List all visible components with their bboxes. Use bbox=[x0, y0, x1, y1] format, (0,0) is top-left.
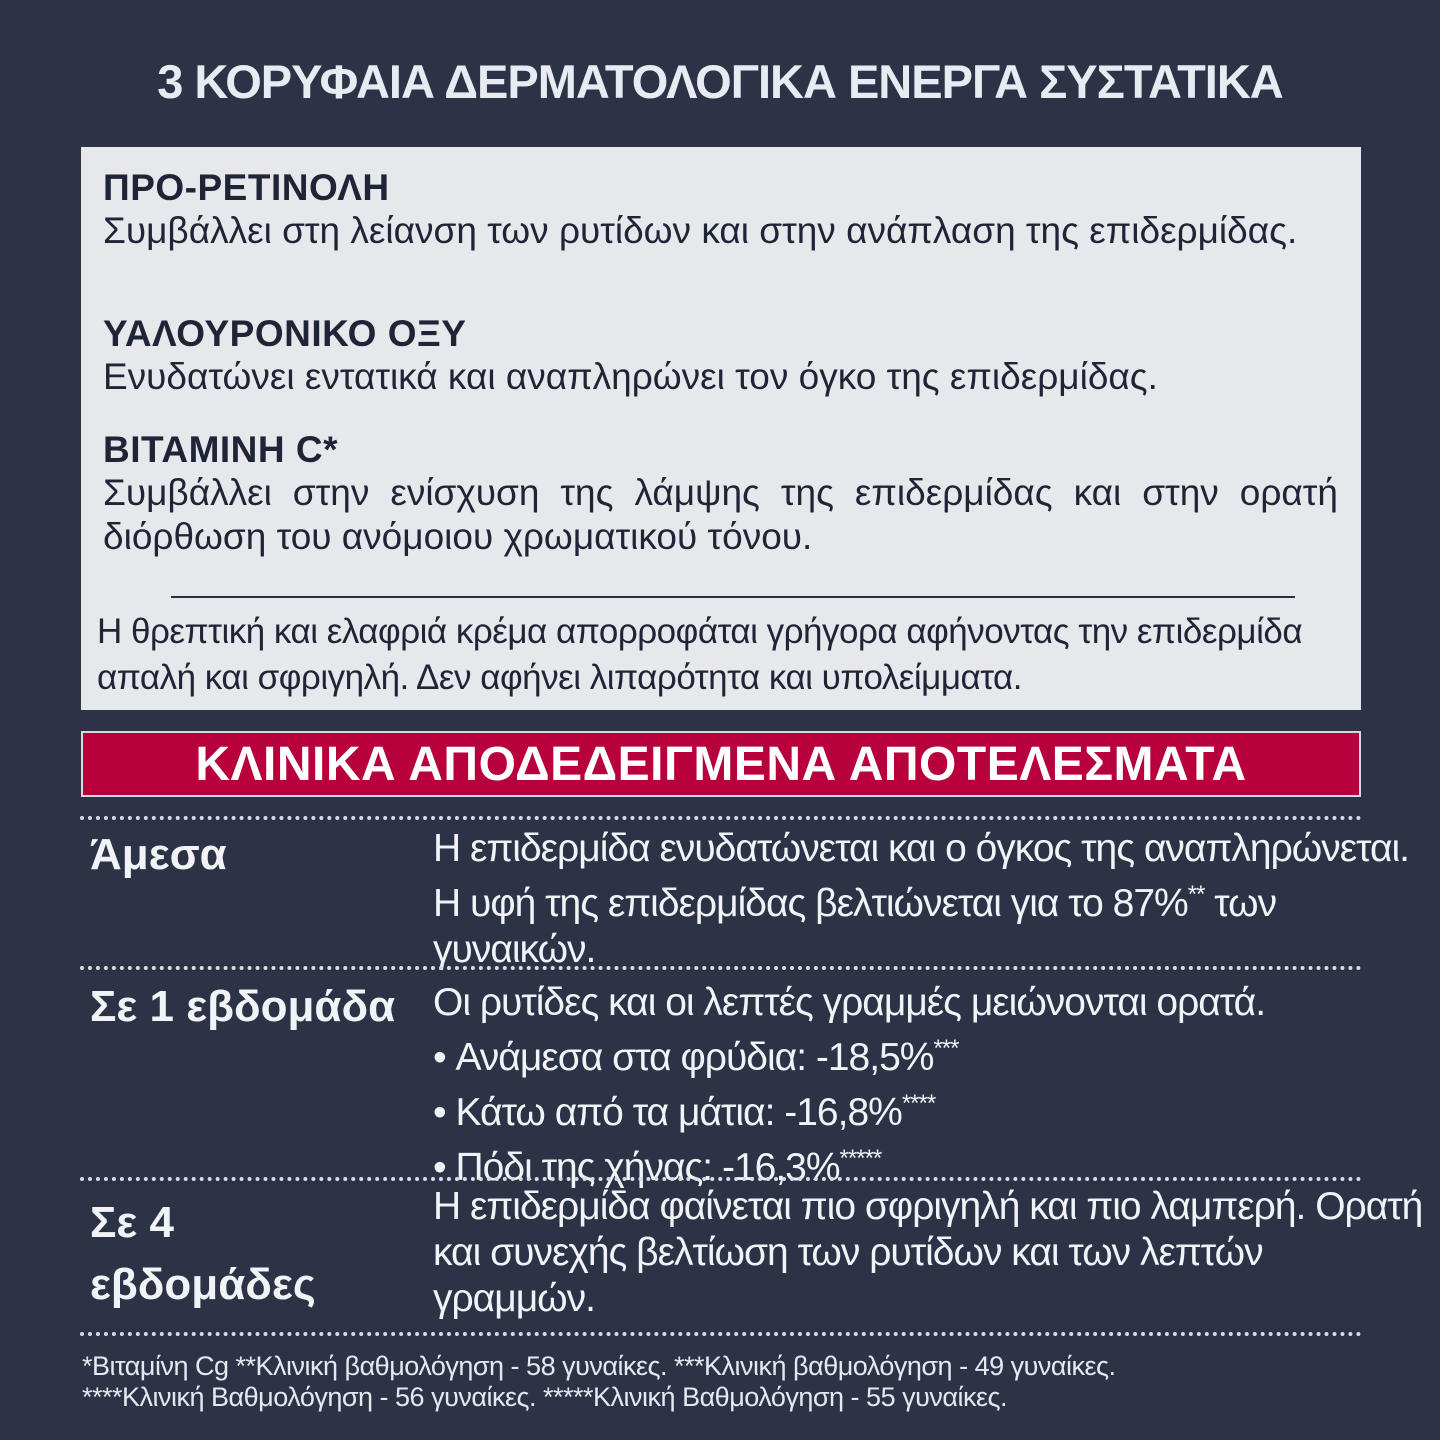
bullet-text: Κάτω από τα μάτια: -16,8% bbox=[455, 1091, 902, 1134]
result-label-immediate: Άμεσα bbox=[90, 830, 227, 879]
result-text: Οι ρυτίδες και οι λεπτές γραμμές μειώνονται ορατά. bbox=[433, 981, 1266, 1024]
ingredient-description: Συμβάλλει στην ενίσχυση της λάμψης της επιδερμίδας και στην ορατή διόρθωση του ανόμοιου χρωματικού τόνου. bbox=[103, 472, 1338, 557]
ingredients-panel bbox=[81, 147, 1361, 710]
ingredient-description: Συμβάλλει στη λείανση των ρυτίδων και στην ανάπλαση της επιδερμίδας. bbox=[103, 210, 1298, 251]
footnote-marker: ** bbox=[1187, 881, 1205, 908]
result-text-1-week bbox=[433, 980, 1433, 1191]
footnote-marker: *** bbox=[933, 1035, 959, 1062]
bullet-text: Ανάμεσα στα φρύδια: -18,5% bbox=[455, 1036, 934, 1079]
ingredient-name: ΥΑΛΟΥΡΟΝΙΚΟ ΟΞΥ bbox=[103, 313, 467, 354]
result-bullet bbox=[433, 1136, 1433, 1191]
row-divider bbox=[80, 966, 1362, 970]
ingredient-description: Ενυδατώνει εντατικά και αναπληρώνει τον όγκο της επιδερμίδας. bbox=[103, 356, 1158, 397]
footnotes bbox=[82, 1351, 1382, 1413]
row-divider bbox=[80, 816, 1362, 820]
page-title: 3 ΚΟΡΥΦΑΙΑ ΔΕΡΜΑΤΟΛΟΓΙΚΑ ΕΝΕΡΓΑ ΣΥΣΤΑΤΙΚΑ bbox=[157, 55, 1283, 108]
result-text-4-weeks: Η επιδερμίδα φαίνεται πιο σφριγηλή και πιο λαμπερή. Ορατή και συνεχής βελτίωση των ρυτίδων και των λεπτών γραμμών. bbox=[433, 1185, 1423, 1320]
ingredient-vitamin-c bbox=[103, 429, 1338, 559]
result-text-end: των γυναικών. bbox=[433, 882, 1277, 971]
footnote-marker: ***** bbox=[839, 1145, 882, 1172]
result-text-immediate bbox=[433, 826, 1433, 973]
texture-note: Η θρεπτική και ελαφριά κρέμα απορροφάται γρήγορα αφήνοντας την επιδερμίδα απαλή και σφριγηλή. Δεν αφήνει λιπαρότητα και υπολείμματα. bbox=[97, 612, 1303, 697]
panel-divider bbox=[171, 596, 1295, 598]
ingredient-hyaluronic-acid bbox=[103, 313, 1338, 399]
bullet-text: Πόδι της χήνας: -16,3% bbox=[455, 1146, 840, 1189]
result-bullet bbox=[433, 1081, 1433, 1136]
footnote-line: ****Κλινική Βαθμολόγηση - 56 γυναίκες. *****Κλινική Βαθμολόγηση - 55 γυναίκες. bbox=[82, 1382, 1008, 1412]
ingredient-name: ΠΡΟ-ΡΕΤΙΝΟΛΗ bbox=[103, 167, 390, 208]
result-label-1-week: Σε 1 εβδομάδα bbox=[90, 982, 396, 1031]
results-banner: ΚΛΙΝΙΚΑ ΑΠΟΔΕΔΕΙΓΜΕΝΑ ΑΠΟΤΕΛΕΣΜΑΤΑ bbox=[81, 731, 1361, 797]
result-label-4-weeks: Σε 4 εβδομάδες bbox=[90, 1198, 316, 1309]
ingredient-pro-retinol bbox=[103, 167, 1338, 253]
footnote-line: *Βιταμίνη Cg **Κλινική βαθμολόγηση - 58 γυναίκες. ***Κλινική βαθμολόγηση - 49 γυναίκες. bbox=[82, 1351, 1116, 1381]
ingredient-name: ΒΙΤΑΜΙΝΗ C* bbox=[103, 429, 339, 470]
row-divider bbox=[80, 1332, 1362, 1336]
result-text: Η επιδερμίδα ενυδατώνεται και ο όγκος της αναπληρώνεται. Η υφή της επιδερμίδας βελτιώνεται για το 87% bbox=[433, 827, 1409, 925]
row-divider bbox=[80, 1177, 1362, 1181]
result-bullet bbox=[433, 1026, 1433, 1081]
footnote-marker: **** bbox=[901, 1090, 936, 1117]
